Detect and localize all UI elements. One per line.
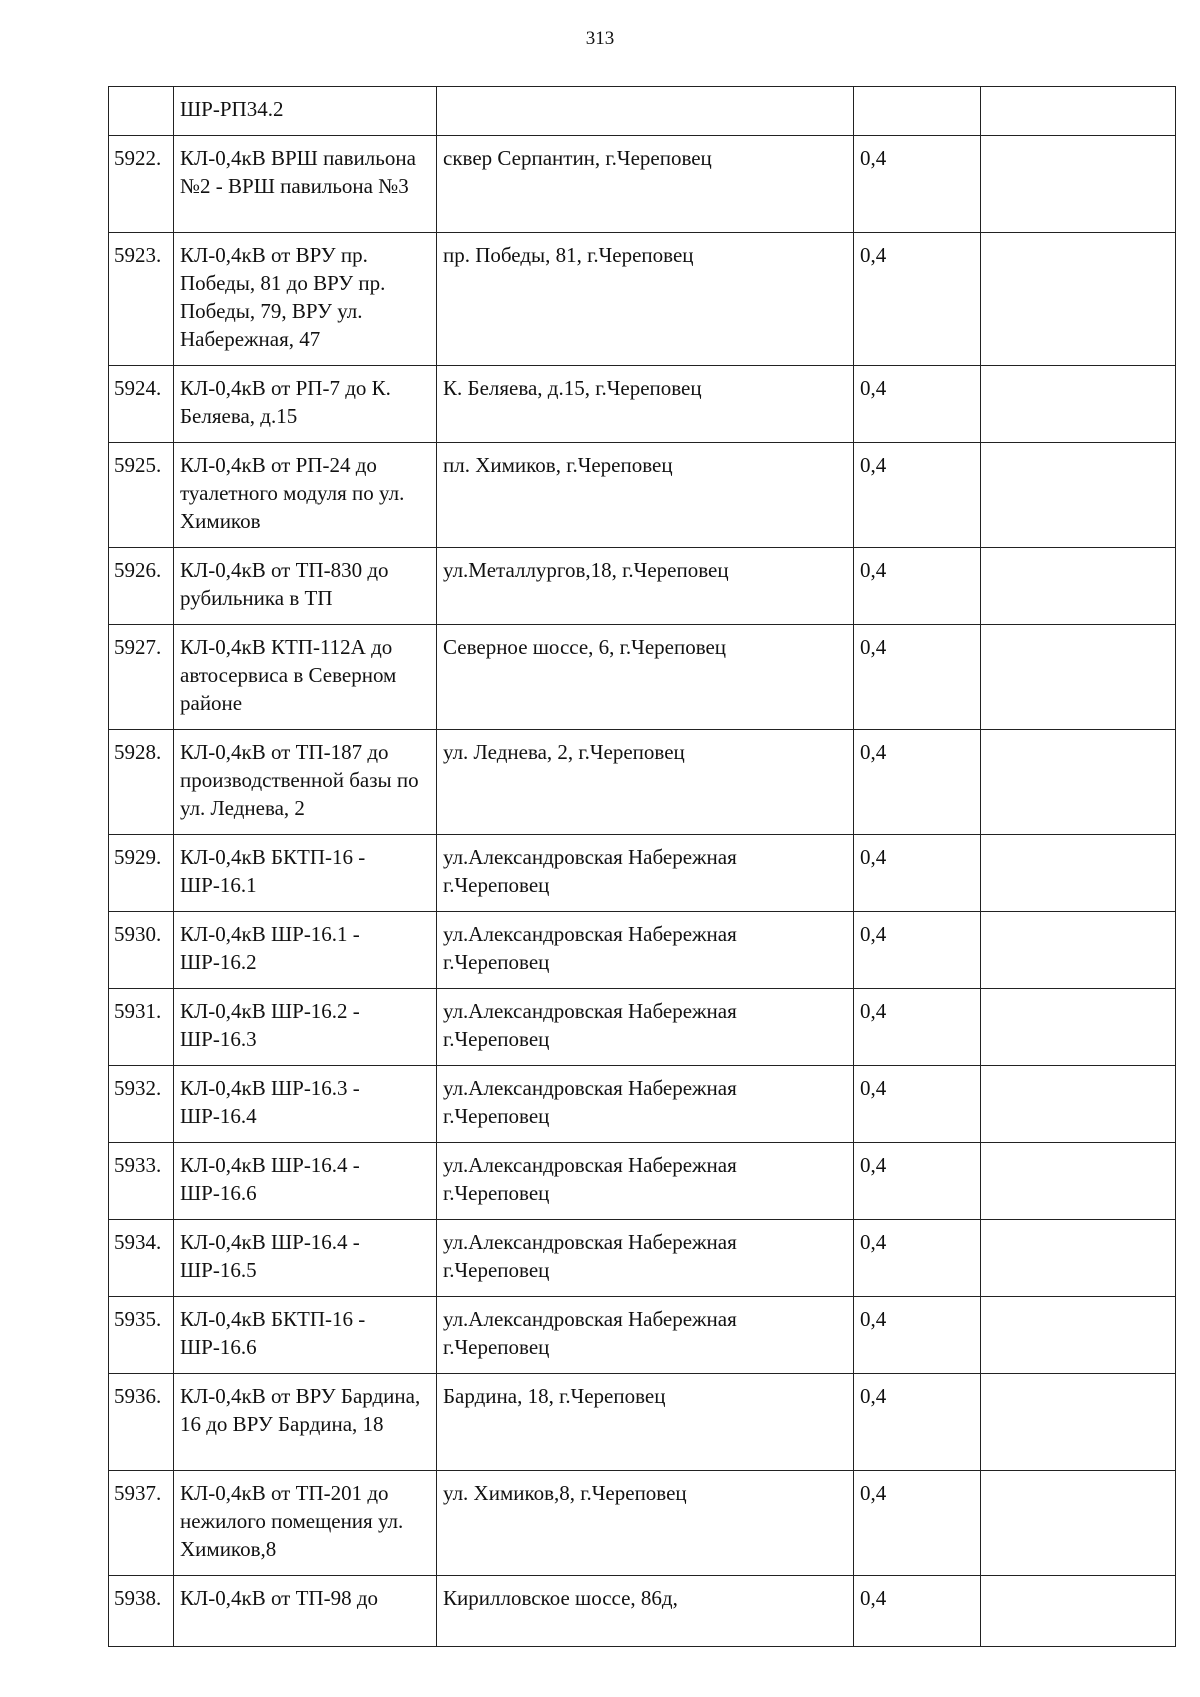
address-cell: Кирилловское шоссе, 86д,: [437, 1576, 854, 1647]
extra-cell: [981, 912, 1176, 989]
table-row: [109, 912, 1176, 989]
row-number-cell: 5929.: [109, 835, 174, 912]
table-row: [109, 87, 1176, 136]
extra-cell: [981, 1220, 1176, 1297]
extra-cell: [981, 1143, 1176, 1220]
address-cell: ул. Химиков,8, г.Череповец: [437, 1471, 854, 1576]
row-number-cell: 5934.: [109, 1220, 174, 1297]
table-row: [109, 443, 1176, 548]
line-name-cell: КЛ-0,4кВ от ВРУ Бардина, 16 до ВРУ Бардина, 18: [174, 1374, 437, 1471]
table-row: [109, 835, 1176, 912]
line-name-cell: КЛ-0,4кВ КТП-112А до автосервиса в Северном районе: [174, 625, 437, 730]
extra-cell: [981, 233, 1176, 366]
table-row: [109, 233, 1176, 366]
voltage-cell: 0,4: [854, 366, 981, 443]
row-number-cell: 5924.: [109, 366, 174, 443]
line-name-cell: КЛ-0,4кВ от ТП-201 до нежилого помещения ул. Химиков,8: [174, 1471, 437, 1576]
extra-cell: [981, 1576, 1176, 1647]
address-cell: сквер Серпантин, г.Череповец: [437, 136, 854, 233]
voltage-cell: 0,4: [854, 835, 981, 912]
extra-cell: [981, 87, 1176, 136]
table-row: [109, 1066, 1176, 1143]
row-number-cell: 5931.: [109, 989, 174, 1066]
voltage-cell: 0,4: [854, 1471, 981, 1576]
voltage-cell: 0,4: [854, 1576, 981, 1647]
row-number-cell: 5935.: [109, 1297, 174, 1374]
row-number-cell: 5925.: [109, 443, 174, 548]
line-name-cell: КЛ-0,4кВ ШР-16.3 - ШР-16.4: [174, 1066, 437, 1143]
voltage-cell: 0,4: [854, 1297, 981, 1374]
extra-cell: [981, 136, 1176, 233]
address-cell: ул.Металлургов,18, г.Череповец: [437, 548, 854, 625]
extra-cell: [981, 1374, 1176, 1471]
voltage-cell: 0,4: [854, 625, 981, 730]
table-row: [109, 1576, 1176, 1647]
address-cell: ул.Александровская Набережная г.Череповец: [437, 1220, 854, 1297]
line-name-cell: КЛ-0,4кВ ШР-16.1 - ШР-16.2: [174, 912, 437, 989]
line-name-cell: КЛ-0,4кВ от ВРУ пр. Победы, 81 до ВРУ пр. Победы, 79, ВРУ ул. Набережная, 47: [174, 233, 437, 366]
extra-cell: [981, 548, 1176, 625]
line-name-cell: КЛ-0,4кВ от РП-24 до туалетного модуля по ул. Химиков: [174, 443, 437, 548]
table-row: [109, 1143, 1176, 1220]
address-cell: К. Беляева, д.15, г.Череповец: [437, 366, 854, 443]
address-cell: ул.Александровская Набережная г.Череповец: [437, 1066, 854, 1143]
voltage-cell: 0,4: [854, 989, 981, 1066]
extra-cell: [981, 1471, 1176, 1576]
line-name-cell: ШР-РП34.2: [174, 87, 437, 136]
extra-cell: [981, 989, 1176, 1066]
voltage-cell: 0,4: [854, 730, 981, 835]
table-row: [109, 1297, 1176, 1374]
voltage-cell: 0,4: [854, 443, 981, 548]
address-cell: ул.Александровская Набережная г.Череповец: [437, 835, 854, 912]
voltage-cell: 0,4: [854, 1143, 981, 1220]
row-number-cell: 5926.: [109, 548, 174, 625]
row-number-cell: 5932.: [109, 1066, 174, 1143]
line-name-cell: КЛ-0,4кВ ВРШ павильона №2 - ВРШ павильона №3: [174, 136, 437, 233]
voltage-cell: 0,4: [854, 1374, 981, 1471]
address-cell: ул.Александровская Набережная г.Череповец: [437, 1143, 854, 1220]
extra-cell: [981, 835, 1176, 912]
address-cell: пл. Химиков, г.Череповец: [437, 443, 854, 548]
voltage-cell: 0,4: [854, 1066, 981, 1143]
address-cell: ул.Александровская Набережная г.Череповец: [437, 912, 854, 989]
address-cell: ул.Александровская Набережная г.Череповец: [437, 989, 854, 1066]
table-row: [109, 1220, 1176, 1297]
table-row: [109, 1374, 1176, 1471]
row-number-cell: 5927.: [109, 625, 174, 730]
voltage-cell: 0,4: [854, 548, 981, 625]
extra-cell: [981, 730, 1176, 835]
extra-cell: [981, 1066, 1176, 1143]
line-name-cell: КЛ-0,4кВ БКТП-16 - ШР-16.1: [174, 835, 437, 912]
address-cell: [437, 87, 854, 136]
address-cell: ул.Александровская Набережная г.Череповец: [437, 1297, 854, 1374]
line-name-cell: КЛ-0,4кВ от ТП-830 до рубильника в ТП: [174, 548, 437, 625]
page-number: 313: [585, 28, 615, 49]
line-name-cell: КЛ-0,4кВ от РП-7 до К. Беляева, д.15: [174, 366, 437, 443]
voltage-cell: 0,4: [854, 233, 981, 366]
address-cell: Бардина, 18, г.Череповец: [437, 1374, 854, 1471]
line-name-cell: КЛ-0,4кВ ШР-16.4 - ШР-16.6: [174, 1143, 437, 1220]
extra-cell: [981, 625, 1176, 730]
voltage-cell: 0,4: [854, 1220, 981, 1297]
voltage-cell: 0,4: [854, 912, 981, 989]
extra-cell: [981, 366, 1176, 443]
row-number-cell: 5938.: [109, 1576, 174, 1647]
table-row: [109, 625, 1176, 730]
row-number-cell: 5928.: [109, 730, 174, 835]
table-row: [109, 1471, 1176, 1576]
voltage-cell: 0,4: [854, 136, 981, 233]
row-number-cell: 5937.: [109, 1471, 174, 1576]
line-name-cell: КЛ-0,4кВ ШР-16.2 - ШР-16.3: [174, 989, 437, 1066]
table-row: [109, 366, 1176, 443]
address-cell: Северное шоссе, 6, г.Череповец: [437, 625, 854, 730]
voltage-cell: [854, 87, 981, 136]
line-name-cell: КЛ-0,4кВ от ТП-98 до: [174, 1576, 437, 1647]
row-number-cell: 5933.: [109, 1143, 174, 1220]
row-number-cell: 5936.: [109, 1374, 174, 1471]
line-name-cell: КЛ-0,4кВ БКТП-16 - ШР-16.6: [174, 1297, 437, 1374]
line-name-cell: КЛ-0,4кВ от ТП-187 до производственной базы по ул. Леднева, 2: [174, 730, 437, 835]
table-body: [109, 87, 1176, 1647]
line-name-cell: КЛ-0,4кВ ШР-16.4 - ШР-16.5: [174, 1220, 437, 1297]
table-row: [109, 989, 1176, 1066]
table-row: [109, 730, 1176, 835]
row-number-cell: [109, 87, 174, 136]
row-number-cell: 5922.: [109, 136, 174, 233]
extra-cell: [981, 1297, 1176, 1374]
row-number-cell: 5930.: [109, 912, 174, 989]
cable-lines-table: [108, 86, 1176, 1647]
extra-cell: [981, 443, 1176, 548]
table-row: [109, 548, 1176, 625]
address-cell: пр. Победы, 81, г.Череповец: [437, 233, 854, 366]
address-cell: ул. Леднева, 2, г.Череповец: [437, 730, 854, 835]
table-row: [109, 136, 1176, 233]
row-number-cell: 5923.: [109, 233, 174, 366]
